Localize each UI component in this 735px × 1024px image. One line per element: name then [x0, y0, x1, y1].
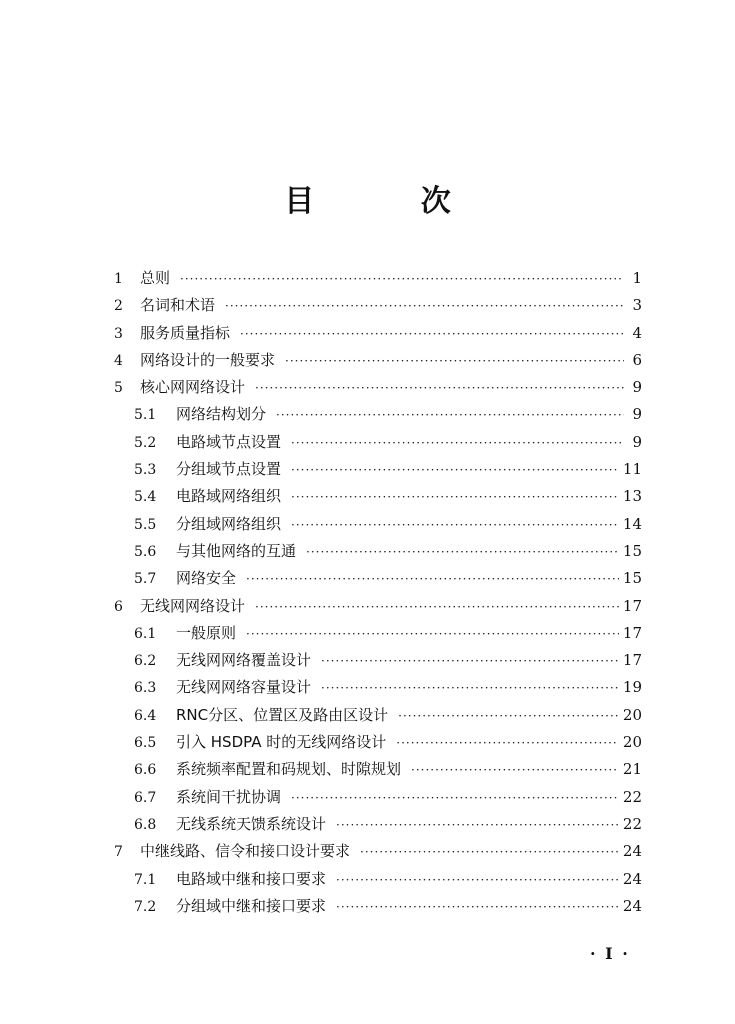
toc-entry-label: 分组域网络组织 — [176, 514, 282, 533]
toc-entry — [114, 268, 642, 295]
toc-dot-leader — [321, 678, 619, 698]
toc-entry — [114, 705, 642, 732]
toc-entry-label: 电路域节点设置 — [176, 432, 282, 451]
toc-entry-page: 24 — [622, 896, 642, 915]
toc-entry-number: 5 — [114, 380, 123, 397]
toc-dot-leader — [240, 324, 624, 344]
toc-dot-leader — [291, 487, 619, 507]
toc-entry — [114, 568, 642, 595]
toc-entry-page: 15 — [622, 569, 642, 588]
toc-dot-leader — [255, 597, 619, 617]
toc-entry-page: 9 — [632, 405, 642, 424]
toc-entry-label: 总则 — [140, 269, 171, 287]
toc-entry-label: 核心网网络设计 — [140, 378, 246, 397]
toc-dot-leader — [291, 433, 624, 453]
toc-dot-leader — [306, 542, 619, 562]
toc-entry-page: 17 — [622, 596, 642, 615]
toc-entry-page: 15 — [622, 541, 642, 560]
toc-entry-label: RNC分区、位置区及路由区设计 — [176, 705, 389, 724]
toc-entry-number: 6.2 — [134, 653, 157, 670]
toc-entry — [114, 377, 642, 404]
toc-entry-number: 1 — [114, 271, 123, 287]
toc-entry-number: 5.1 — [134, 407, 157, 424]
toc-entry — [114, 787, 642, 814]
toc-entry-page: 9 — [632, 378, 642, 397]
toc-entry — [114, 541, 642, 568]
toc-entry — [114, 596, 642, 623]
toc-dot-leader — [336, 815, 619, 835]
toc-entry-page: 19 — [622, 678, 642, 697]
toc-entry-label: 系统频率配置和码规划、时隙规划 — [176, 760, 402, 779]
toc-entry-label: 电路域网络组织 — [176, 487, 282, 506]
toc-entry-number: 5.7 — [134, 571, 157, 588]
toc-entry-label: 无线网网络容量设计 — [176, 678, 312, 697]
toc-entry-page: 3 — [632, 296, 642, 315]
toc-entry-label: 名词和术语 — [140, 296, 216, 315]
toc-dot-leader — [246, 624, 619, 644]
toc-entry-number: 5.4 — [134, 489, 157, 506]
toc-entry-page: 21 — [622, 760, 642, 779]
toc-entry-number: 6.7 — [134, 789, 157, 806]
toc-dot-leader — [396, 733, 619, 753]
toc-entry-number: 6.3 — [134, 680, 157, 697]
toc-entry — [114, 432, 642, 459]
page-title: 目 次 — [284, 184, 499, 219]
toc-entry-page: 14 — [622, 514, 642, 533]
toc-entry-label: 无线网网络设计 — [140, 596, 246, 615]
toc-entry-number: 5.2 — [134, 434, 157, 451]
table-of-contents — [114, 268, 642, 923]
toc-dot-leader — [360, 842, 619, 862]
toc-dot-leader — [291, 515, 619, 535]
toc-entry-number: 6.5 — [134, 735, 157, 752]
toc-entry-label: 分组域节点设置 — [176, 460, 282, 479]
toc-entry — [114, 677, 642, 704]
toc-entry-page: 24 — [622, 842, 642, 861]
toc-entry-number: 3 — [114, 325, 123, 342]
toc-entry — [114, 486, 642, 513]
toc-entry-number: 6 — [114, 598, 123, 615]
toc-entry-number: 6.6 — [134, 762, 157, 779]
toc-entry — [114, 459, 642, 486]
toc-entry — [114, 814, 642, 841]
toc-entry-page: 9 — [632, 432, 642, 451]
toc-entry — [114, 896, 642, 923]
toc-entry-page: 13 — [622, 487, 642, 506]
toc-entry-page: 17 — [622, 651, 642, 670]
toc-dot-leader — [336, 897, 619, 917]
toc-dot-leader — [321, 651, 619, 671]
toc-entry — [114, 350, 642, 377]
toc-entry-number: 7.2 — [134, 898, 157, 915]
toc-entry-page: 22 — [622, 787, 642, 806]
toc-entry — [114, 759, 642, 786]
toc-entry-label: 网络设计的一般要求 — [140, 350, 276, 369]
toc-entry-page: 20 — [622, 733, 642, 752]
toc-entry — [114, 869, 642, 896]
toc-entry-page: 1 — [632, 269, 642, 287]
toc-entry-number: 5.6 — [134, 543, 157, 560]
toc-dot-leader — [255, 378, 624, 398]
toc-entry — [114, 323, 642, 350]
toc-entry-label: 引入 HSDPA 时的无线网络设计 — [176, 733, 387, 752]
toc-entry-label: 服务质量指标 — [140, 323, 231, 342]
toc-entry-page: 20 — [622, 705, 642, 724]
toc-entry-number: 6.8 — [134, 816, 157, 833]
toc-entry — [114, 404, 642, 431]
toc-entry — [114, 841, 642, 868]
toc-dot-leader — [411, 760, 619, 780]
toc-dot-leader — [180, 269, 624, 289]
toc-dot-leader — [225, 296, 624, 316]
toc-entry-label: 网络结构划分 — [176, 405, 267, 424]
toc-entry — [114, 514, 642, 541]
toc-dot-leader — [246, 569, 619, 589]
toc-entry-number: 7.1 — [134, 871, 157, 888]
toc-entry — [114, 623, 642, 650]
toc-entry-number: 5.5 — [134, 516, 157, 533]
toc-entry-page: 4 — [632, 323, 642, 342]
toc-entry-page: 24 — [622, 869, 642, 888]
toc-dot-leader — [285, 351, 624, 371]
toc-entry-page: 11 — [622, 460, 642, 479]
toc-entry-number: 7 — [114, 844, 123, 861]
toc-entry-number: 4 — [114, 352, 123, 369]
toc-dot-leader — [336, 870, 619, 890]
toc-entry-number: 6.1 — [134, 625, 157, 642]
toc-entry-label: 一般原则 — [176, 623, 237, 642]
toc-dot-leader — [398, 706, 619, 726]
toc-entry-label: 与其他网络的互通 — [176, 541, 297, 560]
page-folio: · I · — [590, 944, 630, 963]
toc-dot-leader — [291, 788, 619, 808]
toc-dot-leader — [291, 460, 619, 480]
toc-entry-page: 17 — [622, 623, 642, 642]
toc-entry-label: 无线系统天馈系统设计 — [176, 814, 327, 833]
toc-entry-label: 网络安全 — [176, 569, 237, 588]
toc-entry — [114, 732, 642, 759]
toc-entry-page: 6 — [632, 350, 642, 369]
toc-entry-label: 无线网网络覆盖设计 — [176, 651, 312, 670]
toc-entry-label: 中继线路、信令和接口设计要求 — [140, 842, 351, 861]
toc-entry-label: 电路域中继和接口要求 — [176, 869, 327, 888]
toc-entry — [114, 295, 642, 322]
toc-entry — [114, 650, 642, 677]
toc-entry-number: 2 — [114, 298, 123, 315]
toc-entry-page: 22 — [622, 814, 642, 833]
toc-entry-label: 分组域中继和接口要求 — [176, 896, 327, 915]
toc-entry-label: 系统间干扰协调 — [176, 787, 282, 806]
toc-dot-leader — [276, 405, 624, 425]
toc-entry-number: 5.3 — [134, 462, 157, 479]
toc-entry-number: 6.4 — [134, 707, 157, 724]
